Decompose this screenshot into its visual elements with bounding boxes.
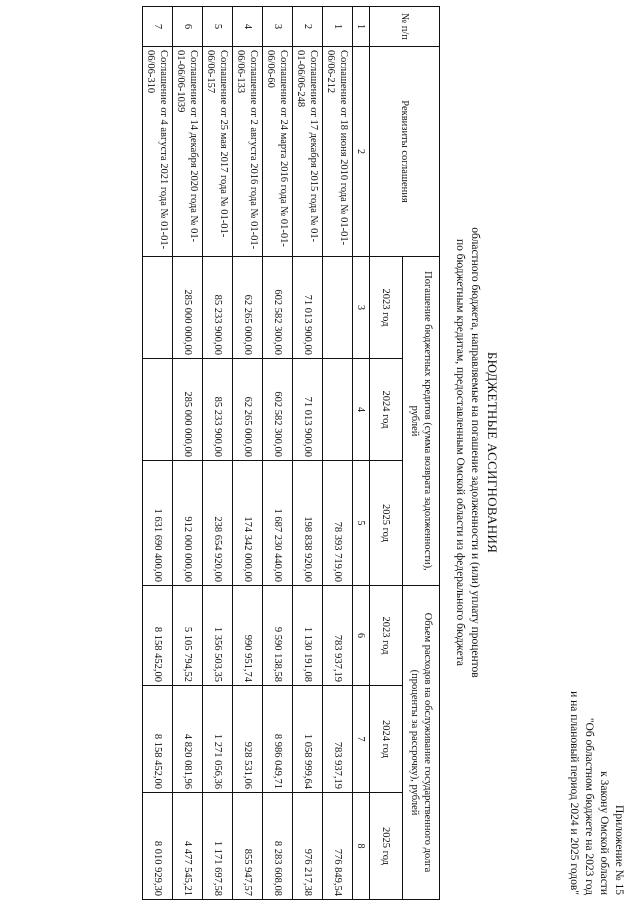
column-number: 1 bbox=[353, 7, 370, 47]
service-2025: 855 947,57 bbox=[233, 793, 263, 900]
repayment-2023: 602 582 300,00 bbox=[263, 257, 293, 359]
column-number: 8 bbox=[353, 793, 370, 900]
row-number: 7 bbox=[143, 7, 173, 47]
repayment-2023: 285 000 000,00 bbox=[173, 257, 203, 359]
agreement-requisites: Соглашение от 2 августа 2016 года № 01-01-06/06-133 bbox=[233, 47, 263, 257]
agreement-requisites: Соглашение от 17 декабря 2015 года № 01-01-06/06-248 bbox=[293, 47, 323, 257]
row-number: 6 bbox=[173, 7, 203, 47]
service-2024: 1 058 999,64 bbox=[293, 686, 323, 793]
service-2023: 8 158 452,00 bbox=[143, 586, 173, 686]
appendix-law-title-line1: "Об областном бюджете на 2023 год bbox=[583, 717, 595, 895]
header-year-service-2024: 2024 год bbox=[370, 686, 403, 793]
service-2025: 776 849,54 bbox=[323, 793, 353, 900]
service-2024: 1 271 056,36 bbox=[203, 686, 233, 793]
repayment-2025: 238 654 920,00 bbox=[203, 461, 233, 586]
repayment-2024: 71 013 900,00 bbox=[293, 359, 323, 461]
document-subtitle bbox=[452, 120, 482, 785]
service-2025: 976 217,38 bbox=[293, 793, 323, 900]
header-year-service-2025: 2025 год bbox=[370, 793, 403, 900]
repayment-2025: 78 393 719,00 bbox=[323, 461, 353, 586]
column-number: 3 bbox=[353, 257, 370, 359]
repayment-2024: 62 265 000,00 bbox=[233, 359, 263, 461]
agreement-requisites: Соглашение от 25 мая 2017 года № 01-01-06/06-157 bbox=[203, 47, 233, 257]
table-row bbox=[143, 7, 173, 900]
row-number: 2 bbox=[293, 7, 323, 47]
repayment-2025: 1 631 690 400,00 bbox=[143, 461, 173, 586]
service-2025: 4 477 545,21 bbox=[173, 793, 203, 900]
agreement-requisites: Соглашение от 4 августа 2021 года № 01-01-06/06-310 bbox=[143, 47, 173, 257]
row-number: 4 bbox=[233, 7, 263, 47]
service-2023: 5 105 794,52 bbox=[173, 586, 203, 686]
agreement-requisites: Соглашение от 14 декабря 2020 года № 01-01-06/06-1039 bbox=[173, 47, 203, 257]
table-header-row bbox=[403, 7, 440, 900]
column-number: 2 bbox=[353, 47, 370, 257]
table-row bbox=[293, 7, 323, 900]
subtitle-line1: областного бюджета, направляемые на погашение задолженности и (или) уплату процентов bbox=[469, 227, 481, 678]
row-number: 1 bbox=[323, 7, 353, 47]
column-number: 5 bbox=[353, 461, 370, 586]
repayment-2023: 85 233 900,00 bbox=[203, 257, 233, 359]
service-2025: 8 010 929,30 bbox=[143, 793, 173, 900]
repayment-2024 bbox=[143, 359, 173, 461]
repayment-2023: 62 265 000,00 bbox=[233, 257, 263, 359]
service-2024: 783 937,19 bbox=[323, 686, 353, 793]
service-2023: 783 937,19 bbox=[323, 586, 353, 686]
repayment-2025: 912 000 000,00 bbox=[173, 461, 203, 586]
repayment-2025: 198 838 920,00 bbox=[293, 461, 323, 586]
table-row bbox=[323, 7, 353, 900]
service-2023: 990 951,74 bbox=[233, 586, 263, 686]
service-2024: 8 986 049,71 bbox=[263, 686, 293, 793]
service-2023: 1 356 503,35 bbox=[203, 586, 233, 686]
column-number: 7 bbox=[353, 686, 370, 793]
table-row bbox=[233, 7, 263, 900]
document-title: БЮДЖЕТНЫЕ АССИГНОВАНИЯ bbox=[485, 351, 500, 554]
appendix-number: Приложение № 15 bbox=[613, 805, 625, 895]
column-number-row bbox=[353, 7, 370, 900]
repayment-2024: 602 582 300,00 bbox=[263, 359, 293, 461]
header-year-repayment-2025: 2025 год bbox=[370, 461, 403, 586]
repayment-2024 bbox=[323, 359, 353, 461]
repayment-2025: 1 687 230 440,00 bbox=[263, 461, 293, 586]
repayment-2023 bbox=[323, 257, 353, 359]
service-2024: 8 158 452,00 bbox=[143, 686, 173, 793]
appendix-header bbox=[566, 685, 626, 895]
repayment-2025: 174 342 000,00 bbox=[233, 461, 263, 586]
repayment-2023 bbox=[143, 257, 173, 359]
header-requisites: Реквизиты соглашения bbox=[370, 47, 440, 257]
service-2024: 4 820 081,96 bbox=[173, 686, 203, 793]
service-2023: 1 130 191,08 bbox=[293, 586, 323, 686]
agreement-requisites: Соглашение от 18 июня 2010 года № 01-01-06/06-212 bbox=[323, 47, 353, 257]
appendix-law-reference: к Закону Омской области bbox=[598, 771, 610, 895]
appendix-law-title-line2: и на плановый период 2024 и 2025 годов" bbox=[568, 691, 580, 895]
column-number: 4 bbox=[353, 359, 370, 461]
column-number: 6 bbox=[353, 586, 370, 686]
table-row bbox=[203, 7, 233, 900]
allocations-table bbox=[142, 6, 440, 900]
row-number: 3 bbox=[263, 7, 293, 47]
service-2025: 8 283 608,08 bbox=[263, 793, 293, 900]
table-row bbox=[173, 7, 203, 900]
repayment-2024: 285 000 000,00 bbox=[173, 359, 203, 461]
header-year-repayment-2023: 2023 год bbox=[370, 257, 403, 359]
service-2024: 928 531,06 bbox=[233, 686, 263, 793]
agreement-requisites: Соглашение от 24 марта 2016 года № 01-01-06/06-60 bbox=[263, 47, 293, 257]
row-number: 5 bbox=[203, 7, 233, 47]
header-year-service-2023: 2023 год bbox=[370, 586, 403, 686]
service-2023: 9 590 138,58 bbox=[263, 586, 293, 686]
header-service-group: Объем расходов на обслуживание государственного долга (проценты за рассрочку), рублей bbox=[403, 586, 440, 900]
header-repayment-group: Погашение бюджетных кредитов (сумма возврата задолженности), рублей bbox=[403, 257, 440, 586]
header-year-repayment-2024: 2024 год bbox=[370, 359, 403, 461]
repayment-2024: 85 233 900,00 bbox=[203, 359, 233, 461]
header-number: № п/п bbox=[370, 7, 440, 47]
service-2025: 1 171 697,58 bbox=[203, 793, 233, 900]
repayment-2023: 71 013 900,00 bbox=[293, 257, 323, 359]
table-row bbox=[263, 7, 293, 900]
subtitle-line2: по бюджетным кредитам, предоставленным Омской области из федерального бюджета bbox=[454, 239, 466, 666]
